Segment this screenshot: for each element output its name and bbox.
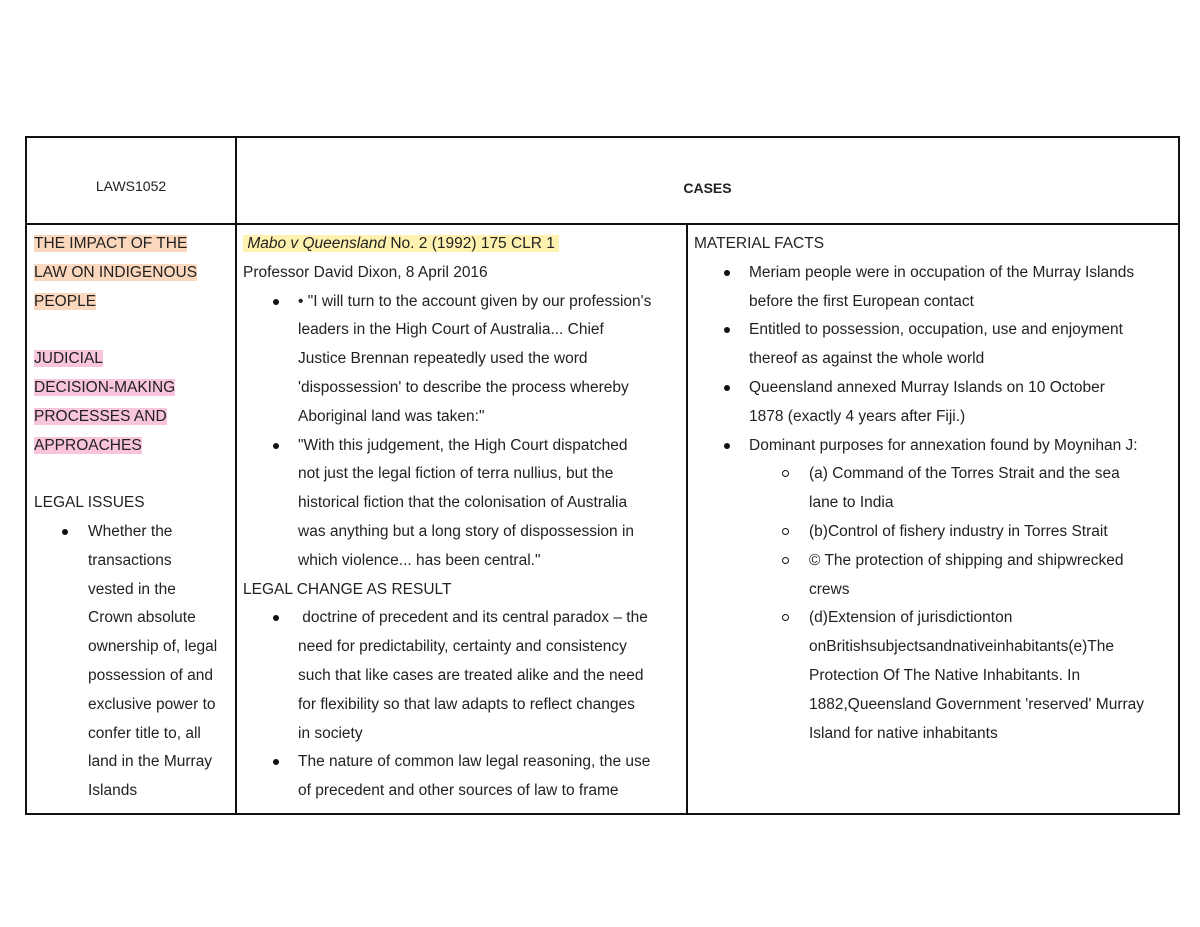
topic-line [34, 432, 229, 461]
fact-item: Dominant purposes for annexation found by Moynihan J: [694, 432, 1172, 461]
purposes-list [694, 460, 1172, 748]
topics-column [27, 225, 237, 813]
course-code-cell [27, 138, 237, 223]
legal-issues-list [34, 518, 229, 806]
topic-judicial-label: DECISION-MAKING [34, 378, 176, 396]
cases-heading: CASES [683, 180, 732, 196]
case-name: Mabo v Queensland [247, 235, 387, 252]
speaker-line: Professor David Dixon, 8 April 2016 [243, 263, 488, 281]
legal-issue-item: Whether the transactions vested in the Crown absolute ownership of, legal possession of and exclusive power to confer title to, all land in the Murray Islands [34, 518, 229, 806]
course-code: LAWS1052 [95, 178, 167, 194]
legal-change-heading: LEGAL CHANGE AS RESULT [243, 580, 452, 598]
topic-impact-label: THE IMPACT OF THE [34, 235, 188, 252]
topic-impact-label: LAW ON INDIGENOUS [34, 263, 198, 281]
case-title-line [243, 230, 680, 259]
material-facts-heading: MATERIAL FACTS [694, 235, 825, 252]
topic-line [34, 403, 229, 432]
topic-line [34, 230, 229, 259]
purpose-item: (a) Command of the Torres Strait and the sea lane to India [694, 460, 1172, 518]
purpose-item: © The protection of shipping and shipwrecked crews [694, 547, 1172, 605]
quotes-list [243, 288, 680, 576]
legal-issues-heading: LEGAL ISSUES [34, 494, 145, 512]
topic-judicial-label: PROCESSES AND [34, 407, 167, 425]
facts-list [694, 259, 1172, 461]
topic-line [34, 374, 229, 403]
topic-line [34, 345, 229, 374]
notes-table [25, 136, 1180, 815]
fact-item: Entitled to possession, occupation, use and enjoyment thereof as against the whole world [694, 316, 1172, 374]
purpose-item: (b)Control of fishery industry in Torres Strait [694, 518, 1172, 547]
table-body-row [27, 225, 1178, 813]
topic-judicial-label: JUDICIAL [34, 350, 103, 368]
case-citation: No. 2 (1992) 175 CLR 1 [386, 235, 555, 252]
legal-change-item: doctrine of precedent and its central paradox – the need for predictability, certainty and consistency such that like cases are treated alike and the need for flexibility so that law adapts to reflect changes in society [243, 604, 680, 748]
topic-line [34, 288, 229, 317]
quote-item: "With this judgement, the High Court dispatched not just the legal fiction of terra nullius, but the historical fiction that the colonisation of Australia was anything but a long story of dispossession in which violence... has been central." [243, 432, 680, 576]
topic-impact-label: PEOPLE [34, 292, 97, 310]
legal-change-list [243, 604, 680, 806]
facts-column [688, 225, 1178, 813]
fact-item: Meriam people were in occupation of the Murray Islands before the first European contact [694, 259, 1172, 317]
topic-line [34, 259, 229, 288]
table-header-row [27, 138, 1178, 225]
fact-item: Queensland annexed Murray Islands on 10 October 1878 (exactly 4 years after Fiji.) [694, 374, 1172, 432]
quote-item: • "I will turn to the account given by our profession's leaders in the High Court of Australia... Chief Justice Brennan repeatedly used the word 'dispossession' to describe the process whereby Aboriginal land was taken:" [243, 288, 680, 432]
topic-judicial-label: APPROACHES [34, 436, 142, 454]
legal-change-item: The nature of common law legal reasoning, the use of precedent and other sources of law to frame [243, 748, 680, 806]
case-column [237, 225, 688, 813]
purpose-item: (d)Extension of jurisdictionton onBritishsubjectsandnativeinhabitants(e)The Protection Of The Native Inhabitants. In 1882,Queensland Government 'reserved' Murray Island for native inhabitants [694, 604, 1172, 748]
